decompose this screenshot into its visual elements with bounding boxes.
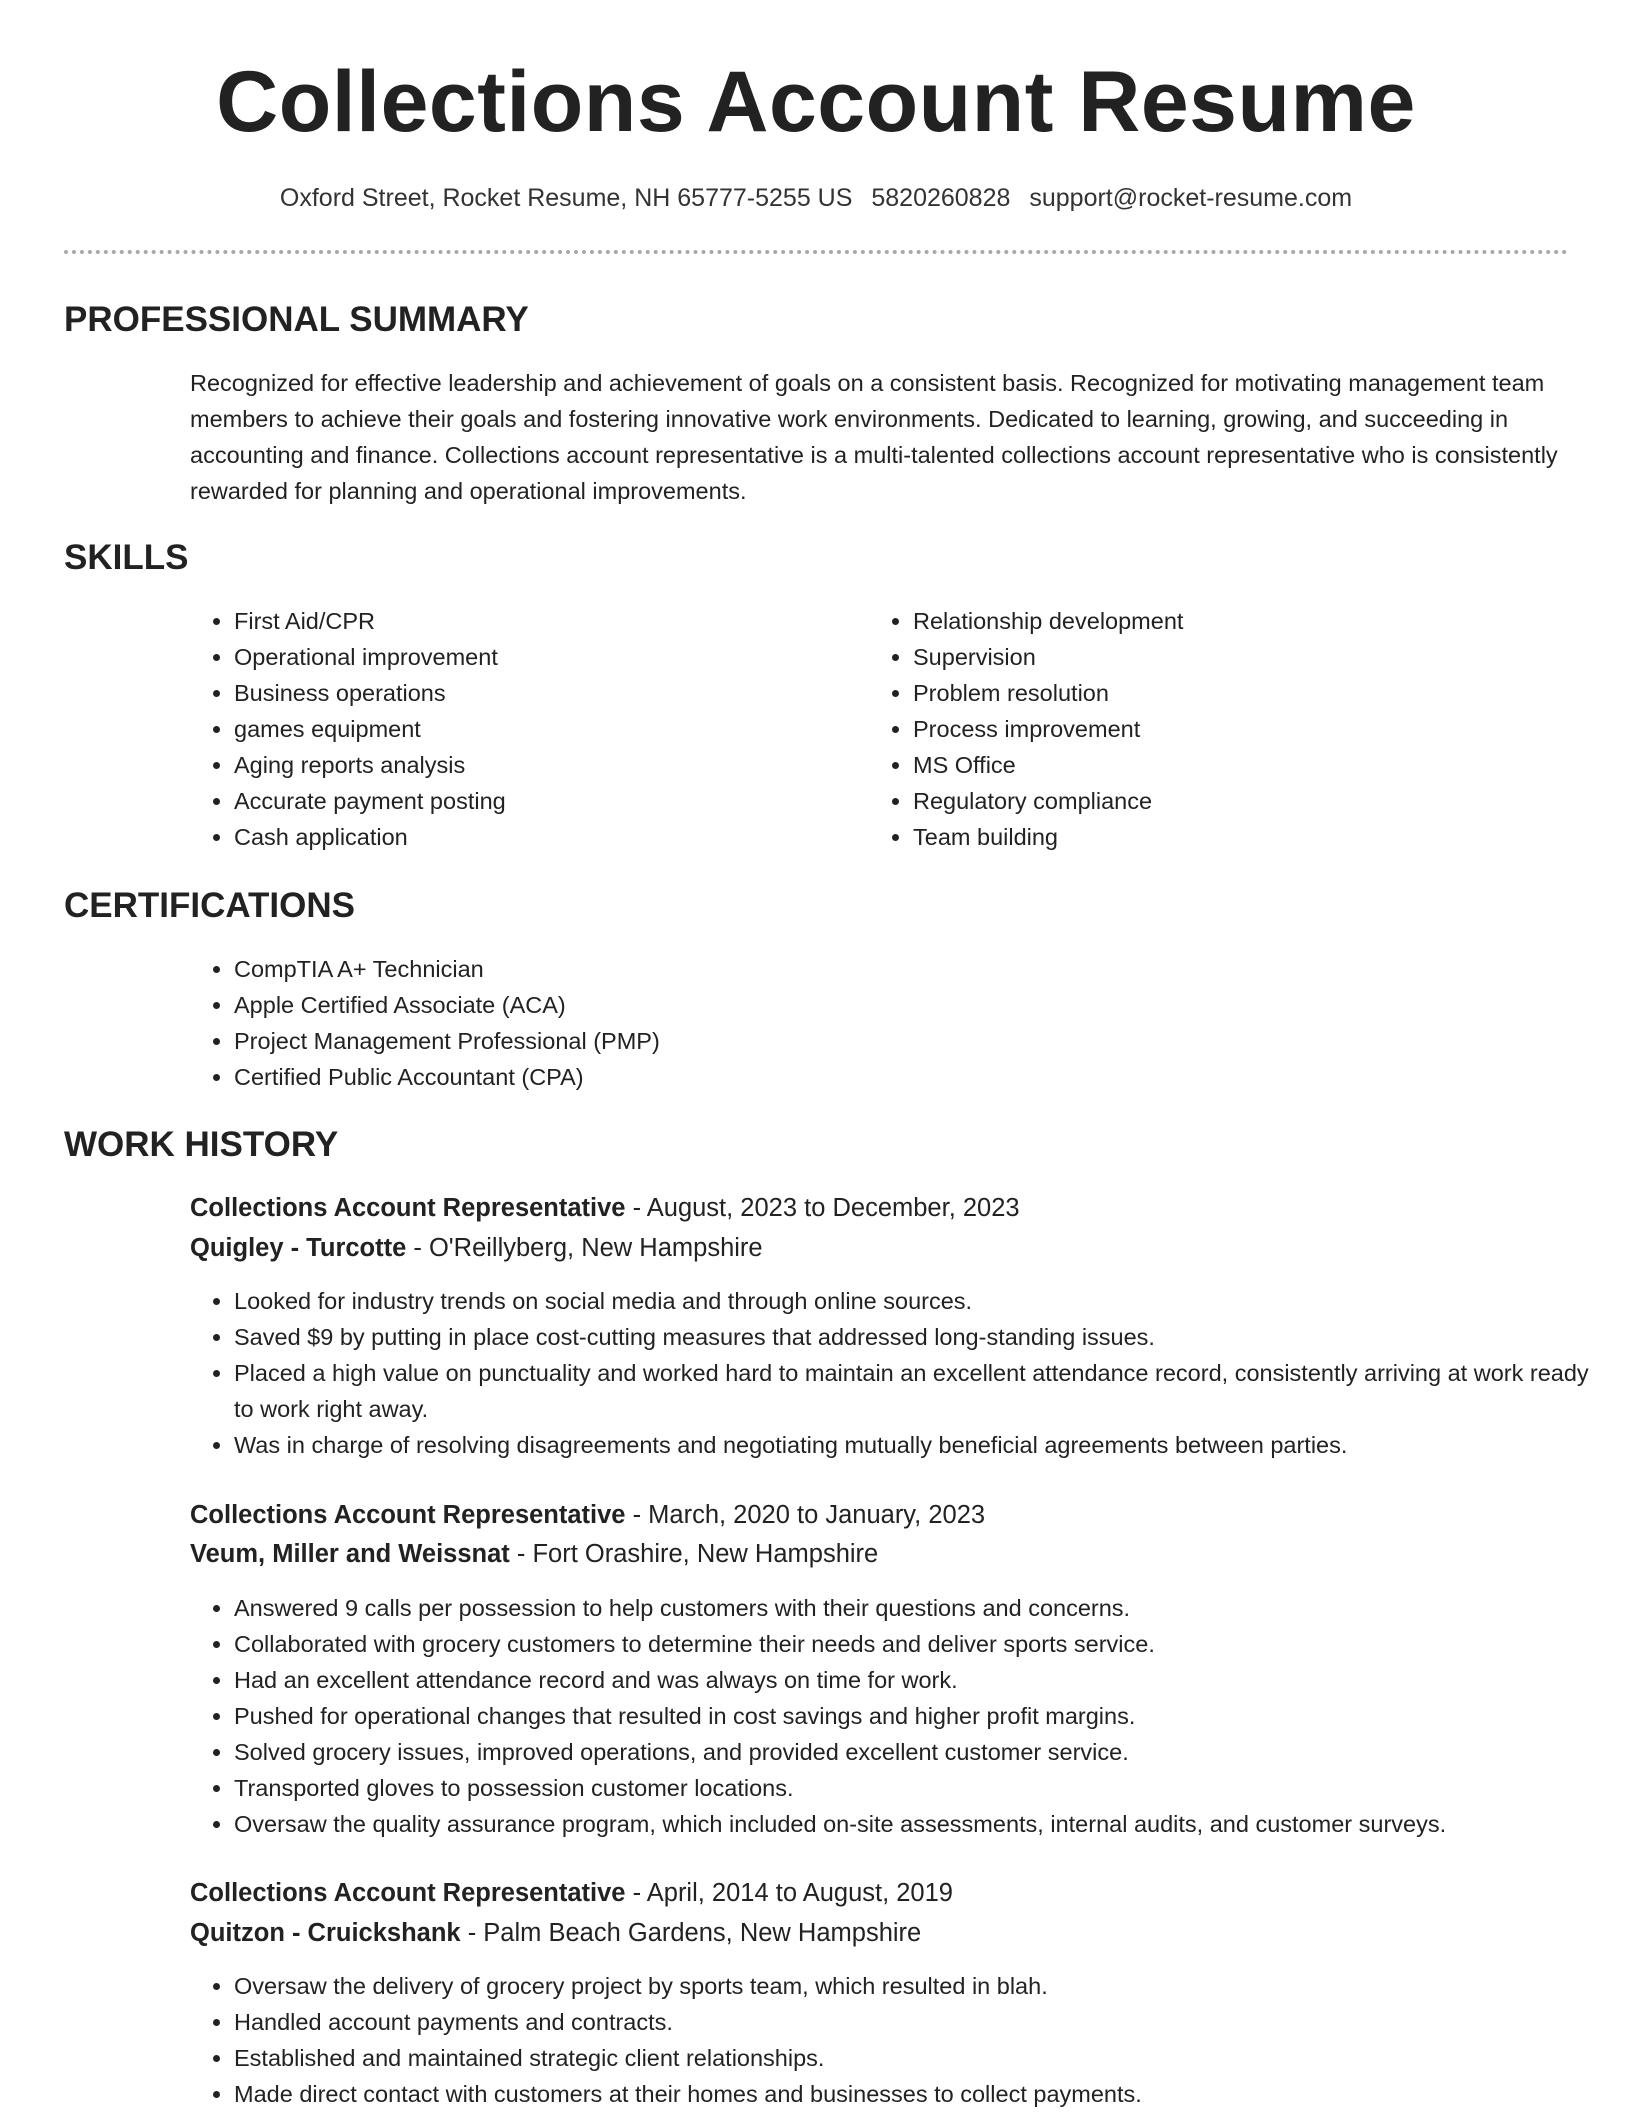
list-item: • games equipment [234, 711, 854, 747]
list-item: • Solved grocery issues, improved operations, and provided excellent customer service. [234, 1734, 1614, 1770]
job-company-line [190, 1536, 878, 1572]
job-title: Collections Account Representative [190, 1879, 626, 1907]
list-item: • Transported gloves to possession customer locations. [234, 1770, 1614, 1806]
list-item: • Saved $9 by putting in place cost-cutting measures that addressed long-standing issues. [234, 1319, 1594, 1355]
list-item: • MS Office [913, 747, 1533, 783]
list-item: • Problem resolution [913, 675, 1533, 711]
job-title: Collections Account Representative [190, 1501, 626, 1529]
resume-title: Collections Account Resume [216, 54, 1416, 150]
job-company-line [190, 1230, 763, 1266]
section-heading-summary: PROFESSIONAL SUMMARY [64, 300, 529, 339]
summary-text: Recognized for effective leadership and achievement of goals on a consistent basis. Recognized for motivating management team members to achieve their goals and fostering innovative work environments. Dedicated to learning, growing, and succeeding in accounting and finance. Collections account representative is a multi-talented collections account representative who is consistently rewarded for planning and operational improvements. [190, 370, 1558, 504]
list-item: • Team building [913, 819, 1533, 855]
contact-email[interactable]: support@rocket-resume.com [1029, 184, 1353, 212]
contact-line [0, 181, 1632, 215]
section-heading-skills: SKILLS [64, 538, 189, 577]
list-item: • Made direct contact with customers at their homes and businesses to collect payments. [234, 2076, 1614, 2112]
list-item: • Placed a high value on punctuality and worked hard to maintain an excellent attendance record, consistently arriving at work ready to work right away. [234, 1355, 1594, 1427]
header-divider [64, 250, 1568, 254]
job-title: Collections Account Representative [190, 1194, 626, 1222]
section-heading-certifications: CERTIFICATIONS [64, 886, 356, 925]
list-item: • Had an excellent attendance record and was always on time for work. [234, 1662, 1614, 1698]
list-item: • First Aid/CPR [234, 603, 854, 639]
list-item: • Cash application [234, 819, 854, 855]
job-bullets [190, 1968, 1614, 2112]
list-item: • Certified Public Accountant (CPA) [234, 1059, 1614, 1095]
list-item: • Handled account payments and contracts. [234, 2004, 1614, 2040]
list-item: • Answered 9 calls per possession to help customers with their questions and concerns. [234, 1590, 1614, 1626]
job-dates: - March, 2020 to January, 2023 [625, 1501, 986, 1529]
job-company: Quigley - Turcotte [190, 1234, 407, 1262]
list-item: • Relationship development [913, 603, 1533, 639]
job-dates: - August, 2023 to December, 2023 [625, 1194, 1020, 1222]
job-location: - Fort Orashire, New Hampshire [509, 1540, 879, 1568]
job-location: - O'Reillyberg, New Hampshire [406, 1234, 763, 1262]
list-item: • Regulatory compliance [913, 783, 1533, 819]
list-item: • Aging reports analysis [234, 747, 854, 783]
list-item: • Accurate payment posting [234, 783, 854, 819]
list-item: • Collaborated with grocery customers to determine their needs and deliver sports service. [234, 1626, 1614, 1662]
list-item: • Process improvement [913, 711, 1533, 747]
list-item: • Business operations [234, 675, 854, 711]
list-item: • Oversaw the delivery of grocery project by sports team, which resulted in blah. [234, 1968, 1614, 2004]
list-item: • Established and maintained strategic client relationships. [234, 2040, 1614, 2076]
job-title-line [190, 1190, 1020, 1226]
job-title-line [190, 1497, 985, 1533]
job-dates: - April, 2014 to August, 2019 [625, 1879, 953, 1907]
job-title-line [190, 1875, 953, 1911]
certifications-list [190, 951, 1614, 1095]
list-item: • Supervision [913, 639, 1533, 675]
contact-phone: 5820260828 [871, 184, 1011, 212]
job-bullets [190, 1283, 1594, 1463]
list-item: • Operational improvement [234, 639, 854, 675]
list-item: • Was in charge of resolving disagreements and negotiating mutually beneficial agreements between parties. [234, 1427, 1594, 1463]
list-item: • Project Management Professional (PMP) [234, 1023, 1614, 1059]
job-company-line [190, 1915, 921, 1951]
contact-address: Oxford Street, Rocket Resume, NH 65777-5255 US [279, 184, 853, 212]
job-company: Veum, Miller and Weissnat [190, 1540, 510, 1568]
list-item: • Looked for industry trends on social media and through online sources. [234, 1283, 1594, 1319]
job-bullets [190, 1590, 1614, 1842]
list-item: • Oversaw the quality assurance program, which included on-site assessments, internal audits, and customer surveys. [234, 1806, 1614, 1842]
list-item: • CompTIA A+ Technician [234, 951, 1614, 987]
list-item: • Pushed for operational changes that resulted in cost savings and higher profit margins. [234, 1698, 1614, 1734]
list-item: • Apple Certified Associate (ACA) [234, 987, 1614, 1023]
section-heading-work-history: WORK HISTORY [64, 1125, 339, 1164]
job-location: - Palm Beach Gardens, New Hampshire [460, 1919, 922, 1947]
job-company: Quitzon - Cruickshank [190, 1919, 461, 1947]
skills-list-left [190, 603, 854, 855]
skills-list-right [869, 603, 1533, 855]
